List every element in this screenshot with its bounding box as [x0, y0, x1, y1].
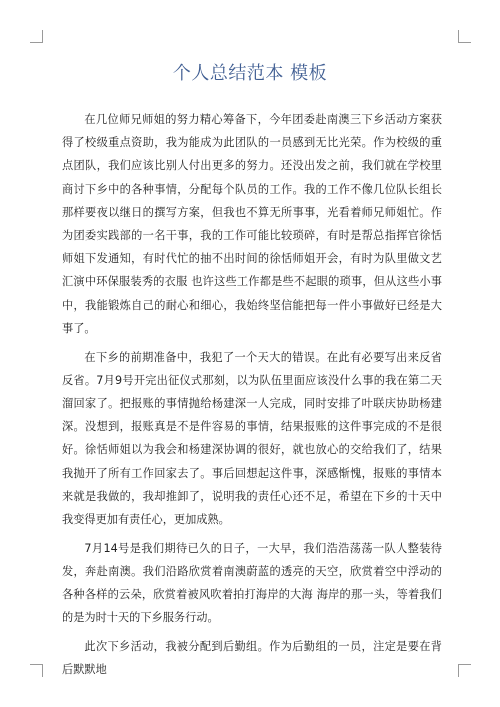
- paragraph-1: 在几位师兄师姐的努力精心筹备下，今年团委赴南澳三下乡活动方案获得了校级重点资助，我为能成为此团队的一员感到无比光荣。作为校级的重点团队，我们应该比别人付出更多的努力。还没出发之前，我们就在学校里商讨下乡中的各种事情，分配每个队员的工作。我的工作不像几位队长组长那样要夜以继日的撰写方案，但我也不算无所事事，光看着师兄师姐忙。作为团委实践部的一名干事，我的工作可能比较琐碎，有时是帮总指挥官徐恬师姐下发通知，有时代忙的抽不出时间的徐恬师姐开会，有时为队里做文艺汇演中环保服装秀的衣服 也许这些工作都是些不起眼的琐事，但从这些小事中，我能锻炼自己的耐心和细心，我始终坚信能把每一件小事做好已经是大事了。: [62, 113, 442, 335]
- page-title: 个人总结范本 模板: [172, 63, 328, 84]
- paragraph-4: 此次下乡活动，我被分配到后勤组。作为后勤组的一员，注定是要在背后默默地: [62, 639, 442, 677]
- paragraph-2: 在下乡的前期准备中，我犯了一个天大的错误。在此有必要写出来反省反省。7月9号开完出征仪式那刻，以为队伍里面应该没什么事的我在第二天溜回家了。把报账的事情抛给杨建深一人完成，同时安排了叶联庆协助杨建深。没想到，报账真是不是件容易的事情，结果报账的这件事完成的不是很好。徐恬师姐以为我会和杨建深协调的很好，就也放心的交给我们了，结果我抛开了所有工作回家去了。事后回想起这件事，深感惭愧，报账的事情本来就是我做的，我却推卸了，说明我的责任心还不足，希望在下乡的十天中我变得更加有责任心，更加成熟。: [62, 350, 442, 526]
- document-body: [62, 108, 442, 687]
- paragraph-3: 7月14号是我们期待已久的日子，一大早，我们浩浩荡荡一队人整装待发，奔赴南澳。我们沿路欣赏着南澳蔚蓝的透亮的天空，欣赏着空中浮动的各种各样的云朵，欣赏着被风吹着拍打海岸的大海 海岸的那一头，等着我们的是为时十天的下乡服务行动。: [62, 541, 442, 625]
- crop-mark-bottom-left: [30, 664, 43, 677]
- crop-mark-top-left: [30, 30, 43, 43]
- crop-mark-top-right: [458, 30, 471, 43]
- crop-mark-bottom-right: [458, 664, 471, 677]
